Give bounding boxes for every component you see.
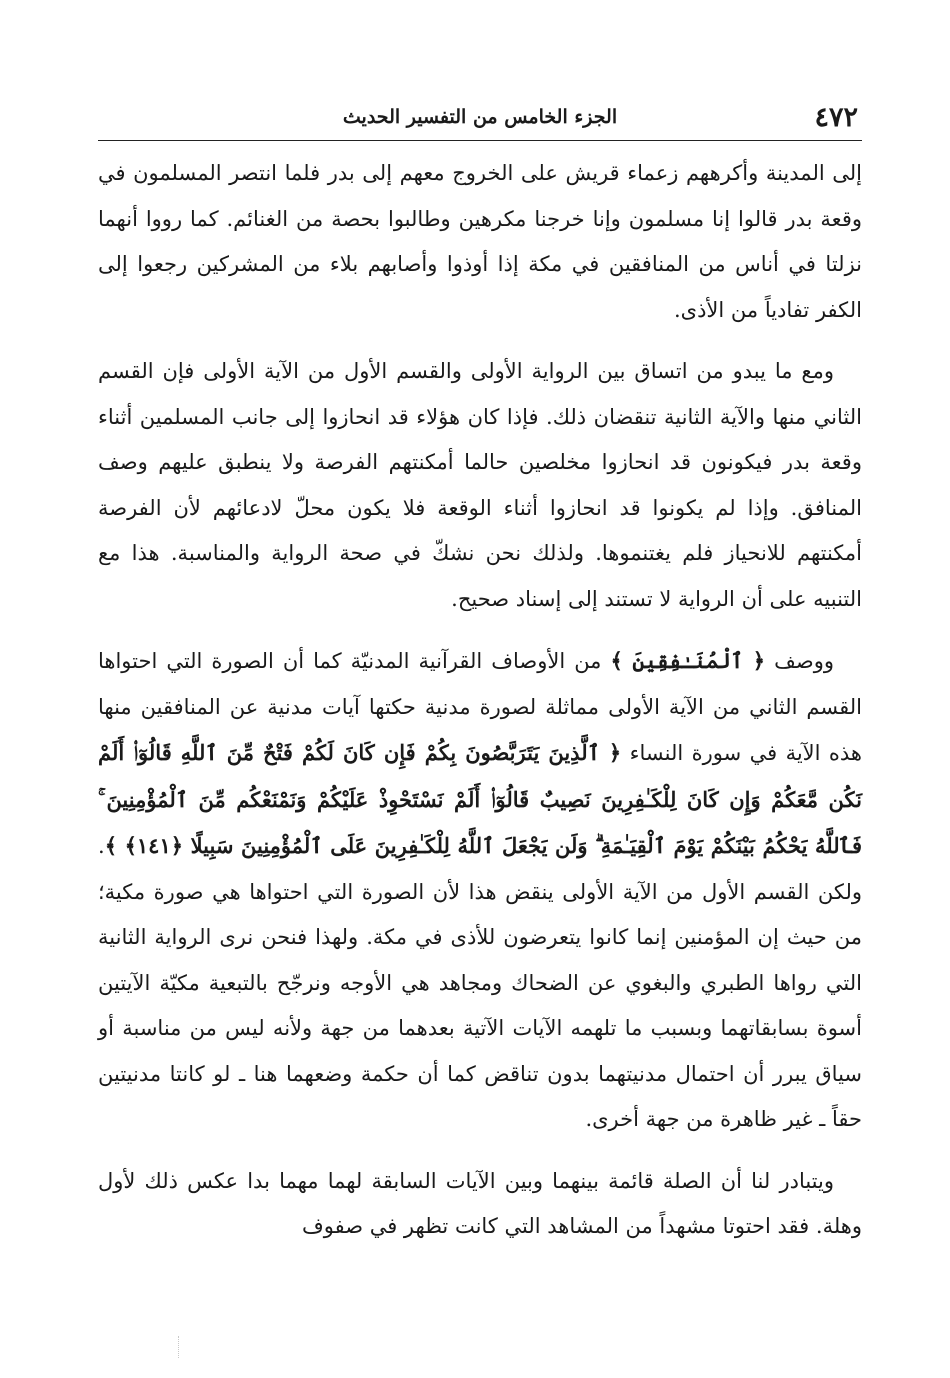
scan-mark bbox=[178, 1336, 181, 1358]
quran-quote-munafiqin: ﴿ ٱلْمُنَـٰفِقِينَ ﴾ bbox=[610, 648, 766, 673]
page-header bbox=[98, 92, 862, 141]
running-title: الجزء الخامس من التفسير الحديث bbox=[342, 106, 618, 128]
quran-verse-nisa-141: ﴿ ٱلَّذِينَ يَتَرَبَّصُونَ بِكُمْ فَإِن كَانَ لَكُمْ فَتْحٌ مِّنَ ٱللَّهِ قَالُوٓا۟ أَلَمْ نَكُن مَّعَكُمْ وَإِن كَانَ لِلْكَـٰفِرِينَ نَصِيبٌ قَالُوٓا۟ أَلَمْ نَسْتَحْوِذْ عَلَيْكُمْ وَنَمْنَعْكُم مِّنَ ٱلْمُؤْمِنِينَ ۚ فَٱللَّهُ يَحْكُمُ بَيْنَكُمْ يَوْمَ ٱلْقِيَـٰمَةِ ۗ وَلَن يَجْعَلَ ٱللَّهُ لِلْكَـٰفِرِينَ عَلَى ٱلْمُؤْمِنِينَ سَبِيلًا ﴿١٤١﴾ ﴾ bbox=[98, 740, 862, 858]
body-text bbox=[98, 151, 862, 1250]
paragraph-1: إلى المدينة وأكرههم زعماء قريش على الخروج معهم إلى بدر فلما انتصر المسلمون في وقعة بدر قالوا إنا مسلمون وإنا خرجنا مكرهين وطالبوا بحصة من الغنائم. كما رووا أنهما نزلتا في أناس من المنافقين في مكة إذا أوذوا وأصابهم بلاء من المشركين رجعوا إلى الكفر تفادياً من الأذى. bbox=[98, 161, 862, 322]
paragraph-3-middle: من الأوصاف القرآنية المدنيّة كما أن الصورة التي احتواها القسم الثاني من الآية الأولى مماثلة لصورة مدنية حكتها آيات مدنية عن المنافقين منها هذه الآية في سورة النساء bbox=[98, 649, 862, 765]
paragraph-3-before: ووصف bbox=[774, 649, 834, 673]
paragraph-3 bbox=[98, 638, 862, 1143]
page-number: ٤٧٢ bbox=[814, 102, 858, 133]
book-page bbox=[98, 92, 862, 1250]
paragraph-4: ويتبادر لنا أن الصلة قائمة بينهما وبين الآيات السابقة لهما مهما بدا عكس ذلك لأول وهلة. فقد احتوتا مشهداً من المشاهد التي كانت تظهر في صفوف bbox=[98, 1168, 862, 1238]
paragraph-2: ومع ما يبدو من اتساق بين الرواية الأولى والقسم الأول من الآية الأولى فإن القسم الثاني منها والآية الثانية تنقضان ذلك. فإذا كان هؤلاء قد انحازوا إلى جانب المسلمين أثناء وقعة بدر فيكونون قد انحازوا مخلصين حالما أمكنتهم الفرصة ولا ينطبق عليهم وصف المنافق. وإذا لم يكونوا قد انحازوا أثناء الوقعة فلا يكون محلّ لادعائهم لأن الفرصة أمكنتهم للانحياز فلم يغتنموها. ولذلك نحن نشكّ في صحة الرواية والمناسبة. هذا مع التنبيه على أن الرواية لا تستند إلى إسناد صحيح. bbox=[98, 359, 862, 611]
paragraph-3-after: . ولكن القسم الأول من الآية الأولى ينقض هذا لأن الصورة التي احتواها هي صورة مكية؛ من حيث إن المؤمنين إنما كانوا يتعرضون للأذى في مكة. ولهذا فنحن نرى الرواية الثانية التي رواها الطبري والبغوي عن الضحاك ومجاهد هي الأوجه ونرجّح بالتبعية مكيّة الآيتين أسوة بسابقاتهما وبسبب ما تلهمه الآيات الآتية بعدهما من جهة ولأنه ليس من مناسبة أو سياق يبرر أن احتمال مدنيتهما بدون تناقض كما أن حكمة وضعهما هنا ـ لو كانتا مدنيتين حقاً ـ غير ظاهرة من جهة أخرى. bbox=[98, 834, 862, 1131]
